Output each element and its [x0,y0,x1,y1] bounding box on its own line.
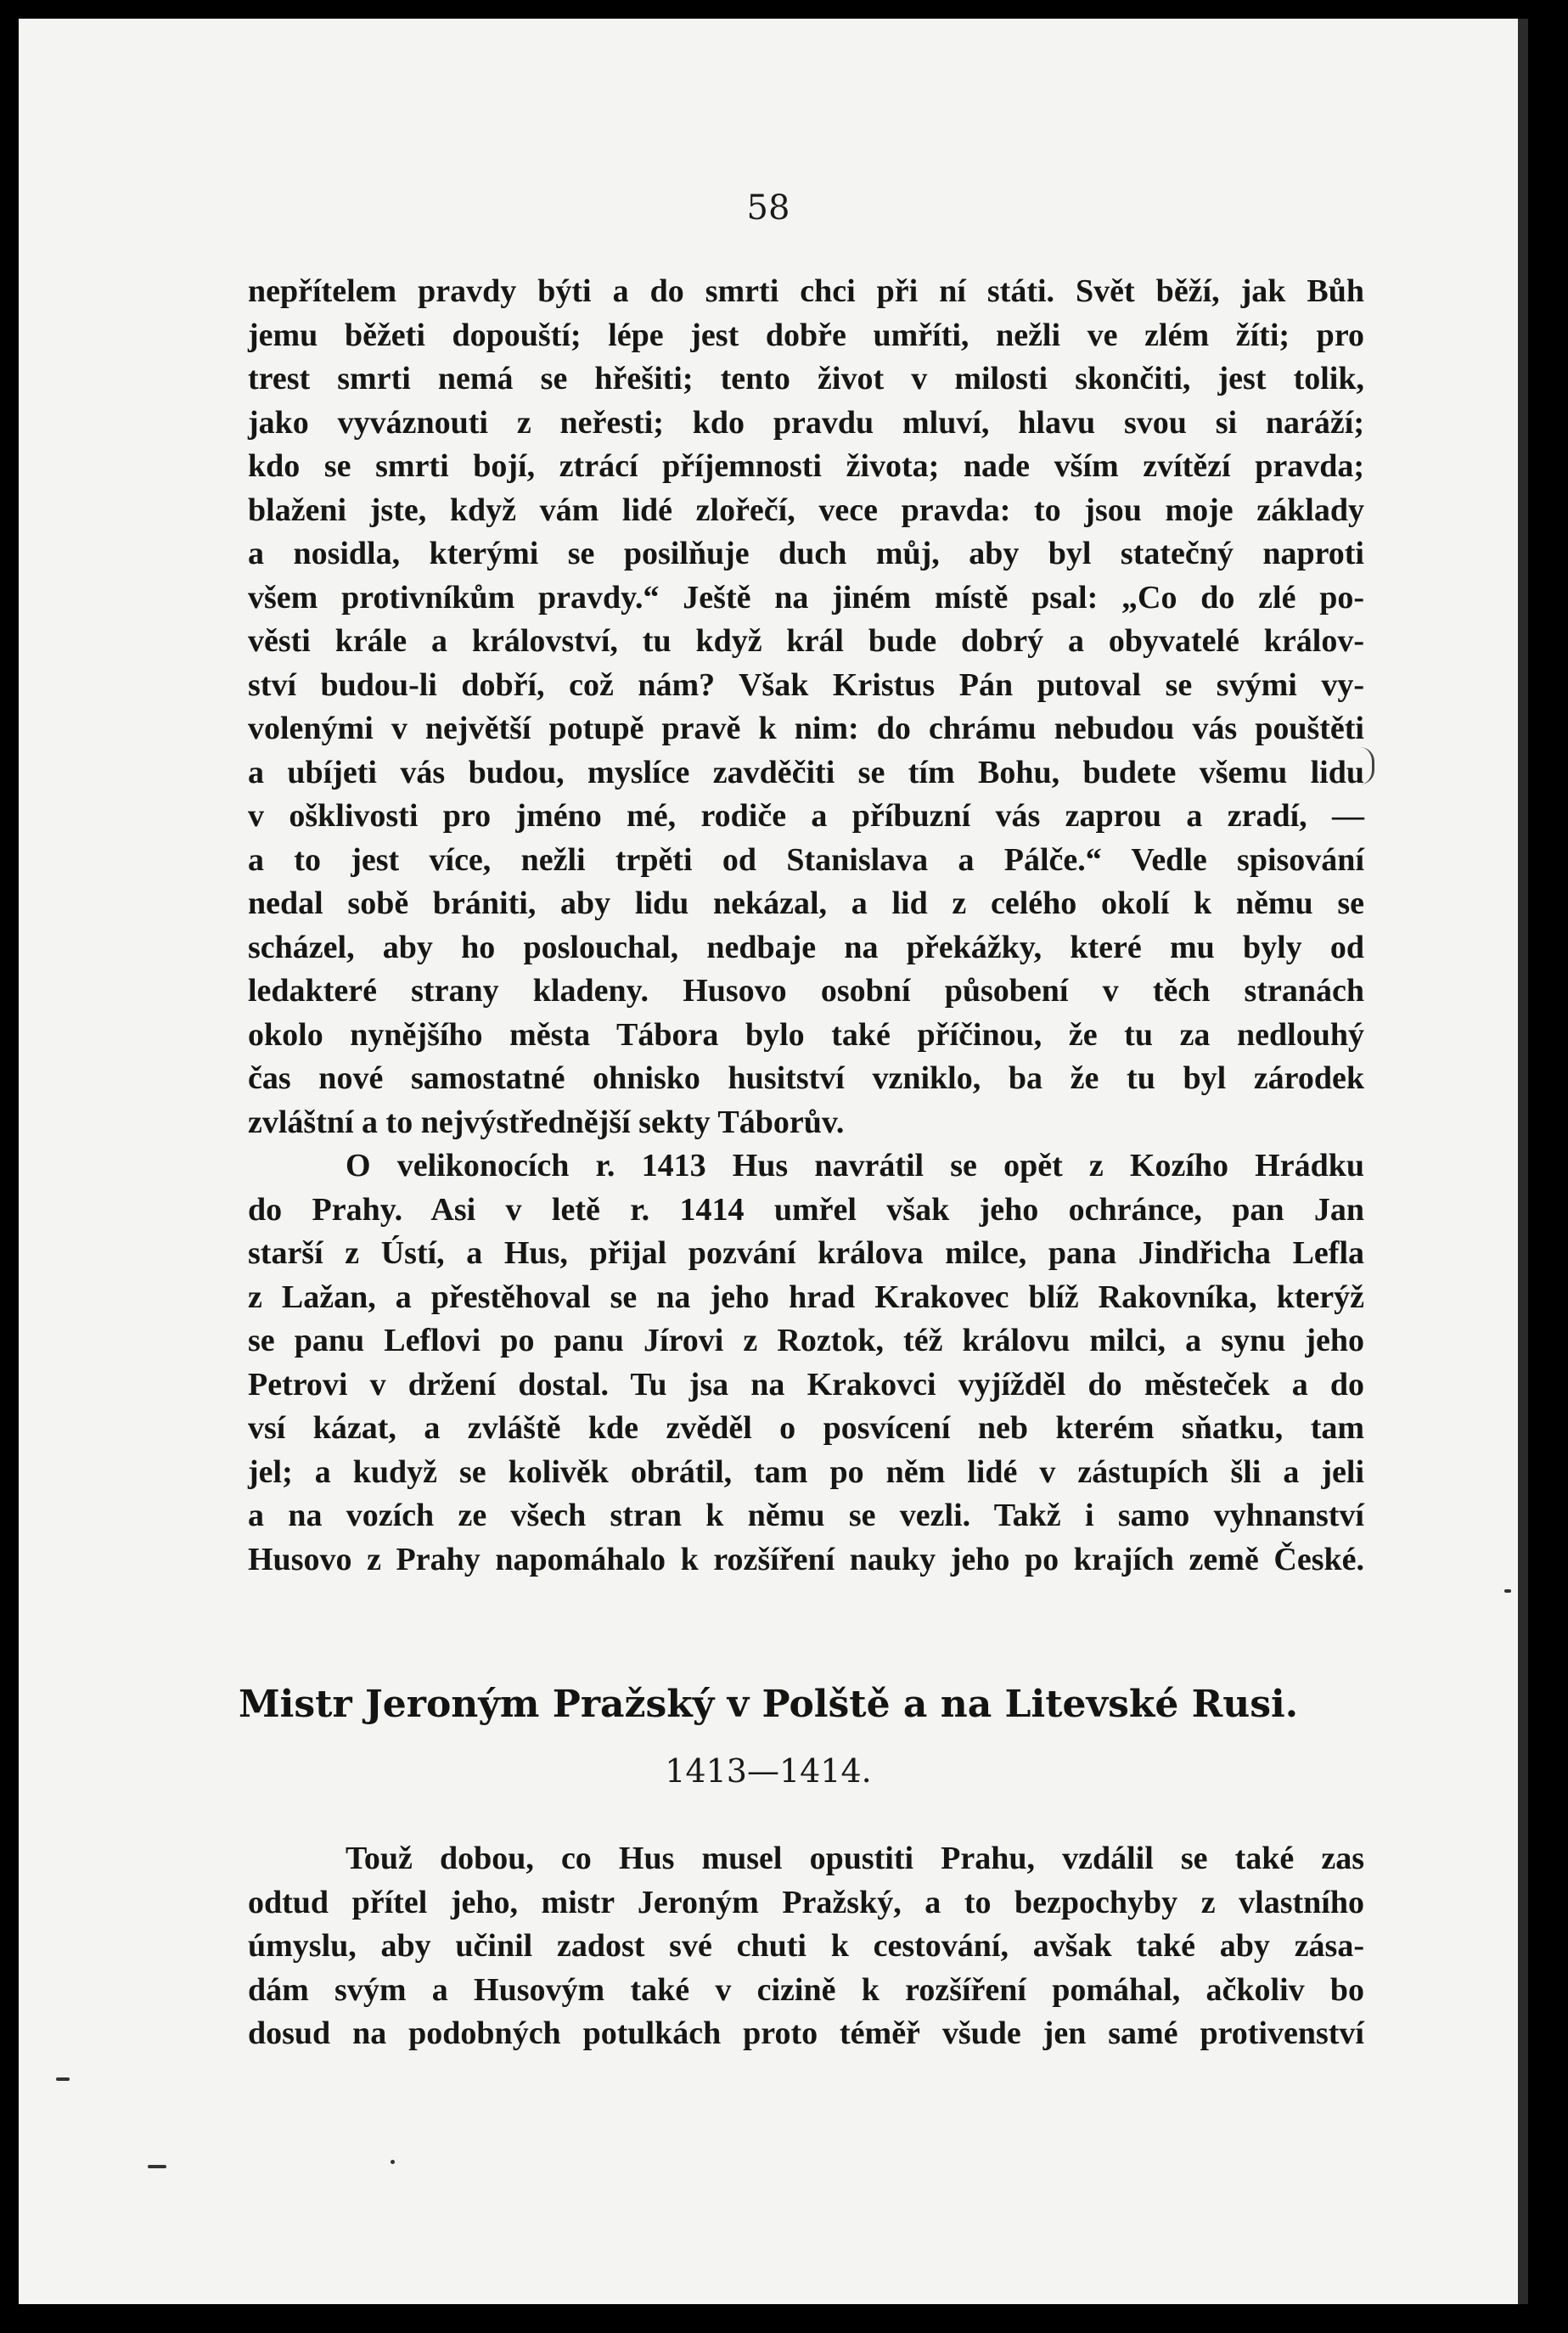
text-line: blaženi jste, když vám lidé zlořečí, vece pravda: to jsou moje základy [248,492,1364,528]
text-line: a ubíjeti vás budou, myslíce zavděčiti se tím Bohu, budete všemu lidu [248,754,1364,790]
scan-speck [56,2077,70,2081]
text-line: starší z Ústí, a Hus, přijal pozvání králova milce, pana Jindřicha Lefla [248,1235,1364,1271]
text-line: O velikonocích r. 1413 Hus navrátil se opět z Kozího Hrádku [346,1148,1364,1183]
chapter-years: 1413—1414. [665,1752,872,1790]
paragraph-3 [248,1837,1364,2056]
text-line: zvláštní a to nejvýstřednější sekty Táborův. [248,1104,845,1140]
text-line: a to jest více, nežli trpěti od Stanislava a Pálče.“ Vedle spisování [248,841,1364,878]
text-line: scházel, aby ho poslouchal, nedbaje na překážky, které mu byly od [248,929,1364,965]
text-line: jel; a kudyž se kolivěk obrátil, tam po něm lidé v zástupích šli a jeli [248,1453,1364,1490]
text-line: z Lažan, a přestěhoval se na jeho hrad Krakovec blíž Rakovníka, kterýž [248,1279,1364,1315]
text-line: v ošklivosti pro jméno mé, rodiče a příbuzní vás zaprou a zradí, — [248,798,1364,834]
text-line: a na vozích ze všech stran k němu se vezli. Takž i samo vyhnanství [248,1498,1364,1533]
text-line: trest smrti nemá se hřešiti; tento život v milosti skončiti, jest tolik, [248,361,1364,396]
text-line: do Prahy. Asi v letě r. 1414 umřel však jeho ochránce, pan Jan [248,1191,1364,1228]
text-line: jako vyváznouti z neřesti; kdo pravdu mluví, hlavu svou si naráží; [248,404,1364,441]
text-line: nedal sobě brániti, aby lidu nekázal, a lid z celého okolí k němu se [248,885,1364,921]
text-line: ství budou-li dobří, což nám? Však Kristus Pán putoval se svými vy- [248,666,1364,703]
paragraph-2 [248,1144,1364,1582]
text-line: dám svým a Husovým také v cizině k rozšíření pomáhal, ačkoliv bo [248,1971,1364,2008]
text-line: se panu Leflovi po panu Jírovi z Roztok, též královu milci, a synu jeho [248,1323,1364,1358]
text-line: kdo se smrti bojí, ztrácí příjemnosti života; nade vším zvítězí pravda; [248,448,1364,484]
text-line: úmyslu, aby učinil zadost své chuti k cestování, avšak také aby zása- [248,1928,1364,1964]
text-line: nepřítelem pravdy býti a do smrti chci při ní státi. Svět běží, jak Bůh [248,273,1364,309]
page-number: 58 [746,188,790,228]
text-line: vsí kázat, a zvláště kde zvěděl o posvícení neb kterém sňatku, tam [248,1410,1364,1446]
text-line: čas nové samostatné ohnisko husitství vzniklo, ba že tu byl zárodek [248,1060,1364,1096]
text-line: Husovo z Prahy napomáhalo k rozšíření nauky jeho po krajích země České. [248,1541,1364,1577]
document-page [19,19,1518,2304]
text-line: Touž dobou, co Hus musel opustiti Prahu, vzdálil se také zas [346,1841,1364,1876]
text-line: dosud na podobných potulkách proto téměř všude jen samé protivenství [248,2015,1364,2051]
text-line: okolo nynějšího města Tábora bylo také příčinou, že tu za nedlouhý [248,1016,1364,1053]
text-line: Petrovi v držení dostal. Tu jsa na Krakovci vyjížděl do městeček a do [248,1366,1364,1403]
scan-speck [148,2165,166,2168]
scan-mark [1360,747,1374,784]
text-line: věsti krále a království, tu když král bude dobrý a obyvatelé králov- [248,623,1364,659]
text-line: všem protivníkům pravdy.“ Ještě na jiném místě psal: „Co do zlé po- [248,579,1364,616]
text-line: jemu běžeti dopouští; lépe jest dobře umříti, nežli ve zlém žíti; pro [248,317,1364,353]
text-line: a nosidla, kterými se posilňuje duch můj, aby byl statečný naproti [248,536,1364,571]
text-line: ledakteré strany kladeny. Husovo osobní působení v těch stranách [248,973,1364,1009]
text-line: volenými v největší potupě pravě k nim: do chrámu nebudou vás pouštěti [248,711,1364,746]
page-edge [1518,19,1528,2304]
chapter-title: Mistr Jeroným Pražský v Polště a na Litevské Rusi. [238,1683,1299,1726]
paragraph-1 [248,270,1364,1144]
text-line: odtud přítel jeho, mistr Jeroným Pražský, a to bezpochyby z vlastního [248,1884,1364,1920]
scan-speck [1504,1589,1511,1593]
scan-speck [391,2160,395,2164]
